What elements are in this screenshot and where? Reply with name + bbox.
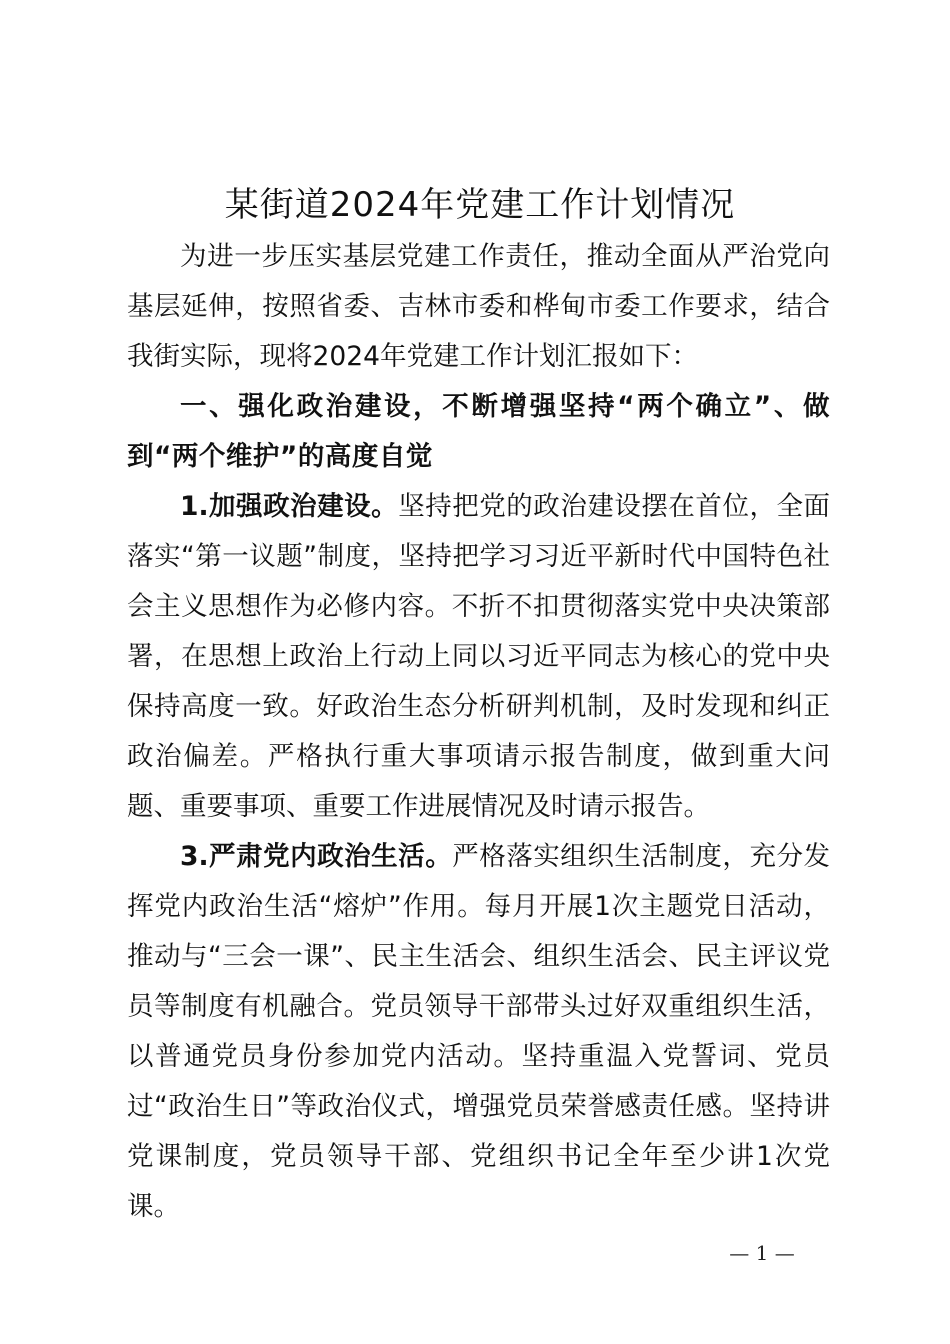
document-body <box>127 232 830 1232</box>
page-number: — 1 — <box>729 1241 795 1265</box>
item-1-lead: 1.加强政治建设。 <box>180 491 399 522</box>
item-1-paragraph <box>127 482 830 832</box>
item-1-text: 坚持把党的政治建设摆在首位，全面落实“第一议题”制度，坚持把学习习近平新时代中国特色社会主义思想作为必修内容。不折不扣贯彻落实党中央决策部署，在思想上政治上行动上同以习近平同志为核心的党中央保持高度一致。好政治生态分析研判机制，及时发现和纠正政治偏差。严格执行重大事项请示报告制度，做到重大问题、重要事项、重要工作进展情况及时请示报告。 <box>127 491 831 822</box>
document-title: 某街道2024年党建工作计划情况 <box>224 185 736 225</box>
item-3-text: 严格落实组织生活制度，充分发挥党内政治生活“熔炉”作用。每月开展1次主题党日活动，推动与“三会一课”、民主生活会、组织生活会、民主评议党员等制度有机融合。党员领导干部带头过好双重组织生活，以普通党员身份参加党内活动。坚持重温入党誓词、党员过“政治生日”等政治仪式，增强党员荣誉感责任感。坚持讲党课制度，党员领导干部、党组织书记全年至少讲1次党课。 <box>127 841 830 1222</box>
item-3-paragraph <box>127 832 830 1232</box>
item-3-lead: 3.严肃党内政治生活。 <box>180 841 453 872</box>
section-1-heading: 一、强化政治建设，不断增强坚持“两个确立”、做到“两个维护”的高度自觉 <box>127 391 830 472</box>
intro-paragraph: 为进一步压实基层党建工作责任，推动全面从严治党向基层延伸，按照省委、吉林市委和桦甸市委工作要求，结合我街实际，现将2024年党建工作计划汇报如下： <box>127 241 830 372</box>
